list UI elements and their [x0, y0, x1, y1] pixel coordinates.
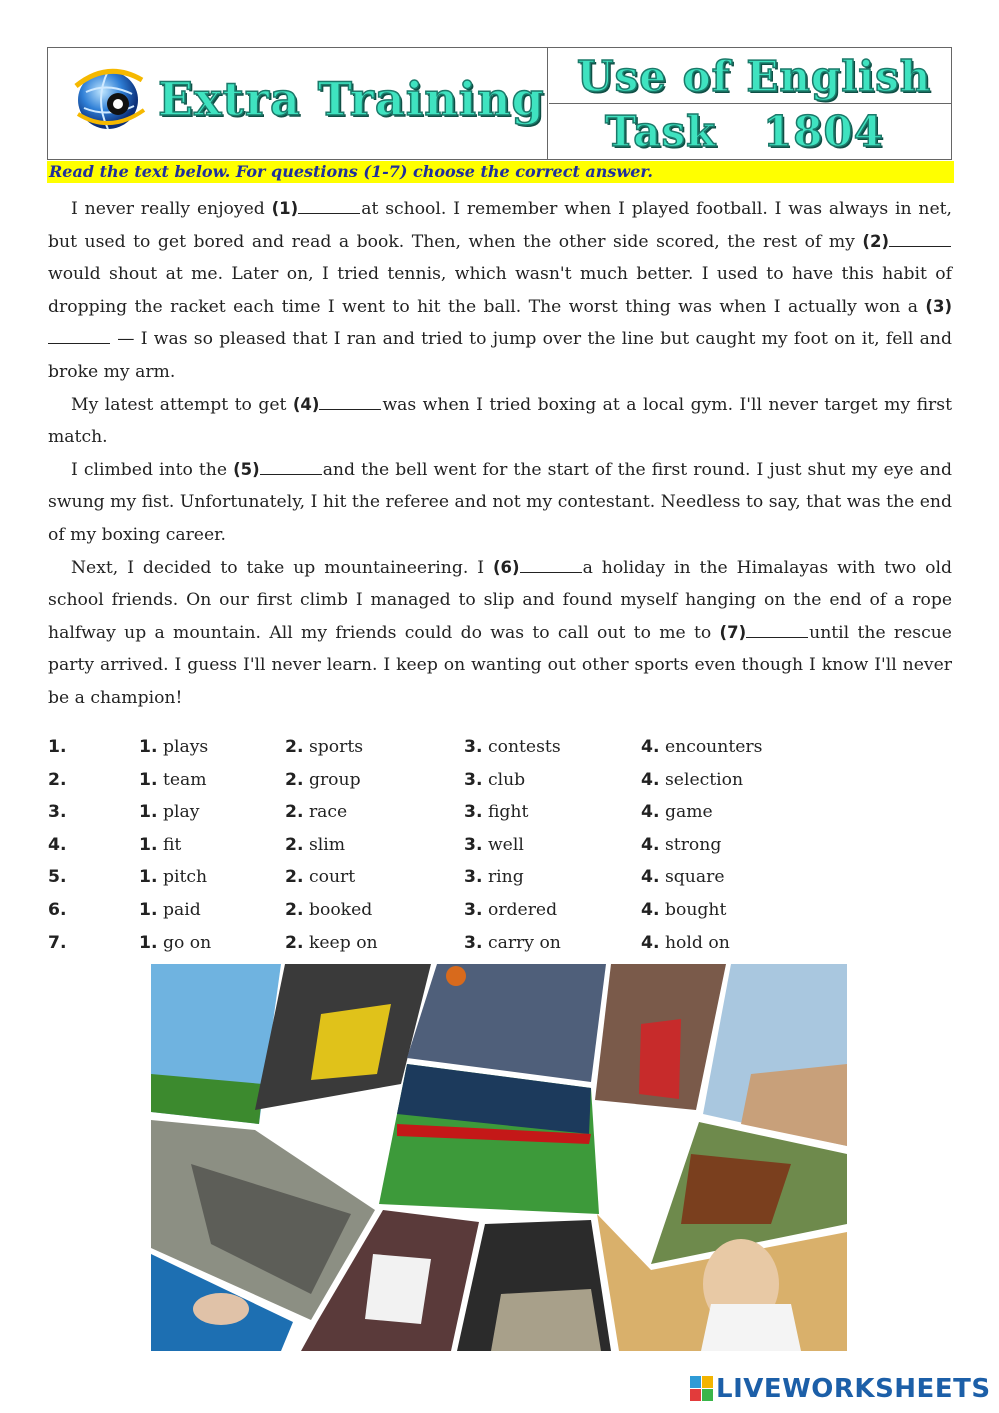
reading-text [48, 193, 952, 715]
question-row [48, 764, 948, 797]
sports-collage-image [151, 964, 847, 1351]
instructions: Read the text below. For questions (1-7) choose the correct answer. [47, 161, 954, 183]
task-number: Task 1804 [605, 107, 884, 156]
text-fragment: would shout at me. Later on, I tried tennis, which wasn't much better. I used to have this habit of dropping the racket each time I went to hit the ball. The worst thing was when I actually won a [48, 264, 952, 317]
paragraph-2 [48, 389, 952, 454]
liveworksheets-logo-text: LIVEWORKSHEETS [716, 1374, 991, 1404]
option[interactable]: 2. keep on [285, 932, 378, 953]
section-title: Use of English [577, 52, 932, 101]
gap-5-label: (5) [233, 459, 260, 479]
gap-1-label: (1) [271, 199, 299, 218]
gap-7-label: (7) [719, 622, 747, 642]
option[interactable]: 2. booked [285, 899, 373, 920]
option[interactable]: 2. slim [285, 834, 346, 855]
question-row [48, 796, 948, 829]
option[interactable]: 3. club [464, 769, 526, 790]
option[interactable]: 4. game [641, 802, 713, 823]
question-number: 1. [48, 737, 67, 757]
option[interactable]: 4. strong [641, 834, 722, 855]
question-number: 4. [48, 834, 67, 855]
question-number: 2. [48, 769, 67, 790]
option[interactable]: 4. selection [641, 769, 744, 790]
question-row [48, 894, 948, 927]
option[interactable]: 1. paid [139, 899, 201, 920]
text-fragment: a holiday in the Himalayas with two old school friends. On our first climb I managed to slip and found myself hanging on the end of a rope halfway up a mountain. All my friends could do was to call out to me to [48, 557, 952, 643]
gap-3-blank[interactable] [48, 327, 110, 344]
question-row [48, 861, 948, 894]
text-fragment: — I was so pleased that I ran and tried to jump over the line but caught my foot on it, fell and broke my arm. [48, 329, 952, 382]
option[interactable]: 4. square [641, 867, 725, 888]
option[interactable]: 4. bought [641, 899, 727, 920]
question-row [48, 829, 948, 862]
section-cell [549, 48, 951, 104]
option[interactable]: 4. encounters [641, 737, 763, 757]
paragraph-4 [48, 552, 952, 715]
gap-2-blank[interactable] [889, 229, 951, 246]
question-number: 3. [48, 802, 67, 823]
gap-4-label: (4) [292, 394, 320, 414]
globe-ball-icon [72, 64, 146, 132]
text-fragment: Next, I decided to take up mountaineering. I [71, 557, 493, 578]
gap-2-label: (2) [862, 231, 889, 251]
option[interactable]: 1. fit [139, 834, 182, 855]
question-number: 5. [48, 867, 67, 888]
question-number: 6. [48, 899, 67, 920]
gap-7-blank[interactable] [746, 621, 808, 638]
paragraph-1 [48, 193, 952, 389]
option[interactable]: 1. team [139, 769, 207, 790]
option[interactable]: 1. plays [139, 737, 209, 757]
text-fragment: at school. I remember when I played football. I was always in net, but used to get bored and read a book. Then, when the other side scored, the rest of my [48, 199, 952, 252]
paragraph-3 [48, 454, 952, 552]
gap-5-blank[interactable] [260, 458, 322, 475]
option[interactable]: 3. contests [464, 737, 561, 757]
gap-3-label: (3) [925, 296, 952, 316]
text-fragment: was when I tried boxing at a local gym. I'll never target my first match. [48, 394, 953, 448]
option[interactable]: 3. well [464, 834, 524, 855]
text-fragment: I climbed into the [71, 459, 234, 480]
option[interactable]: 1. go on [139, 932, 212, 953]
task-cell [549, 105, 951, 159]
question-row [48, 731, 948, 764]
brand-cell [48, 48, 548, 159]
brand-title: Extra Training [158, 72, 545, 126]
option[interactable]: 1. play [139, 802, 200, 823]
question-row [48, 927, 948, 960]
option[interactable]: 2. group [285, 769, 361, 790]
gap-6-blank[interactable] [520, 555, 582, 572]
text-fragment: and the bell went for the start of the first round. I just shut my eye and swung my fist. Unfortunately, I hit the referee and not my contestant. Needless to say, that was the end of my boxing career. [48, 459, 952, 545]
text-fragment: until the rescue party arrived. I guess I'll never learn. I keep on wanting out other sports even though I know I'll never be a champion! [48, 622, 952, 708]
gap-1-blank[interactable] [298, 197, 360, 214]
option[interactable]: 2. race [285, 802, 348, 823]
question-number: 7. [48, 932, 67, 953]
option[interactable]: 3. ring [464, 867, 524, 888]
answer-options [48, 731, 948, 959]
text-fragment: I never really enjoyed [71, 199, 272, 219]
gap-6-label: (6) [492, 557, 520, 577]
option[interactable]: 4. hold on [641, 932, 730, 953]
option[interactable]: 2. sports [285, 737, 364, 757]
option[interactable]: 3. ordered [464, 899, 558, 920]
option[interactable]: 3. fight [464, 802, 529, 823]
liveworksheets-logo-icon [690, 1376, 714, 1402]
text-fragment: My latest attempt to get [71, 394, 293, 415]
option[interactable]: 1. pitch [139, 867, 208, 888]
worksheet-header [47, 47, 952, 160]
option[interactable]: 2. court [285, 867, 356, 888]
option[interactable]: 3. carry on [464, 932, 561, 953]
gap-4-blank[interactable] [319, 392, 381, 409]
